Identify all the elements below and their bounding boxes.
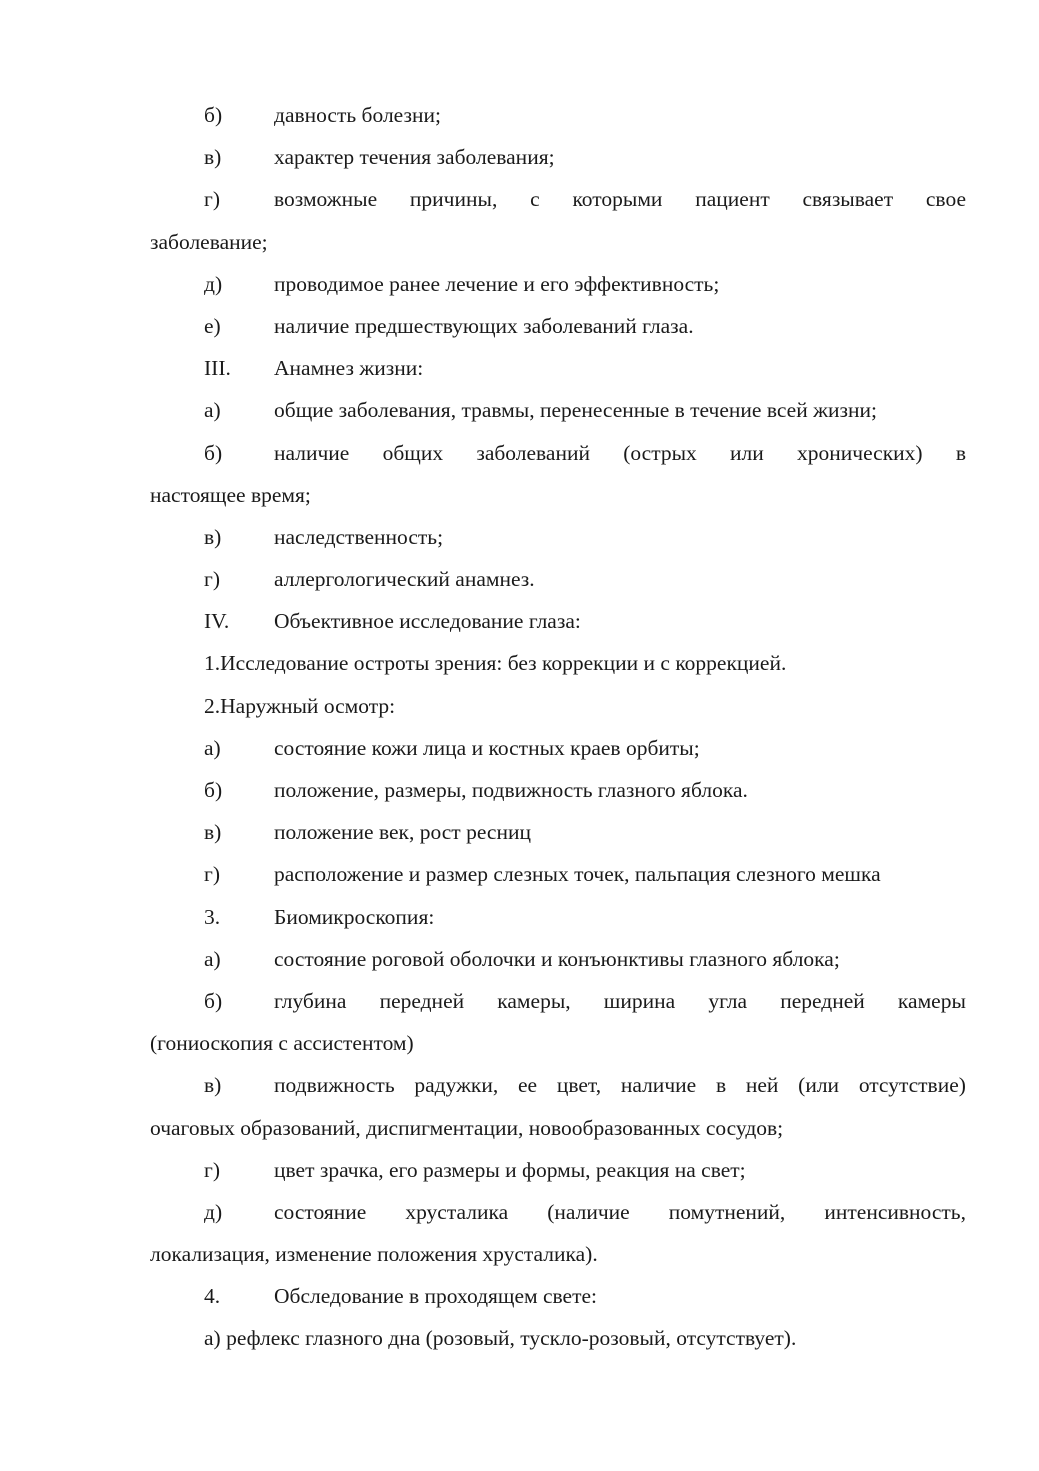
word: возможные xyxy=(274,187,378,212)
paragraph-line: а) рефлекс глазного дна (розовый, тускло-розовый, отсутствует). xyxy=(204,1326,797,1351)
list-item xyxy=(150,432,966,474)
list-item-text: цвет зрачка, его размеры и формы, реакция на свет; xyxy=(274,1157,746,1182)
list-marker: е) xyxy=(204,313,221,338)
word: (острых xyxy=(623,440,697,465)
word: камеры xyxy=(897,988,966,1013)
word: общих xyxy=(382,440,444,465)
section-title: Объективное исследование глаза: xyxy=(274,609,581,634)
word: связывает xyxy=(802,187,894,212)
list-item xyxy=(150,1191,966,1233)
section-title: Биомикроскопия: xyxy=(274,904,435,929)
section-title: Анамнез жизни: xyxy=(274,356,424,381)
word: (или xyxy=(798,1073,840,1098)
paragraph-line: 1.Исследование остроты зрения: без коррекции и с коррекцией. xyxy=(204,651,787,676)
list-item xyxy=(150,263,966,305)
list-item-text: наличие предшествующих заболеваний глаза. xyxy=(274,313,694,338)
list-item-text: общие заболевания, травмы, перенесенные в течение всей жизни; xyxy=(274,398,877,423)
list-marker: г) xyxy=(204,862,220,887)
word: цвет, xyxy=(556,1073,602,1098)
list-marker: в) xyxy=(204,524,222,549)
section-heading xyxy=(150,347,966,389)
word: ширина xyxy=(603,988,676,1013)
word: или xyxy=(730,440,764,465)
paragraph-line: 2.Наружный осмотр: xyxy=(204,693,396,718)
list-item xyxy=(150,558,966,600)
word: пациент xyxy=(695,187,770,212)
list-item xyxy=(150,1064,966,1106)
word: свое xyxy=(925,187,966,212)
continuation-line: настоящее время; xyxy=(150,482,311,507)
list-item xyxy=(150,938,966,980)
word: угла xyxy=(708,988,748,1013)
list-marker: г) xyxy=(204,567,220,592)
word: наличие xyxy=(620,1073,697,1098)
list-item xyxy=(150,1149,966,1191)
continuation-line: очаговых образований, диспигментации, новообразованных сосудов; xyxy=(150,1115,784,1140)
list-marker: д) xyxy=(204,1199,223,1224)
list-marker: а) xyxy=(204,946,221,971)
list-item xyxy=(150,178,966,220)
continuation-line: заболевание; xyxy=(150,229,268,254)
list-item-text: проводимое ранее лечение и его эффективность; xyxy=(274,271,720,296)
word: хрусталика xyxy=(405,1199,509,1224)
word: передней xyxy=(780,988,865,1013)
justified-text xyxy=(274,1191,966,1233)
list-marker: в) xyxy=(204,1073,222,1098)
word: причины, xyxy=(409,187,498,212)
list-marker: б) xyxy=(204,440,223,465)
section-number: III. xyxy=(204,356,231,381)
word: (наличие xyxy=(547,1199,630,1224)
word: с xyxy=(530,187,540,212)
justified-text xyxy=(274,1064,966,1106)
list-item xyxy=(150,811,966,853)
word: ней xyxy=(745,1073,779,1098)
list-marker: б) xyxy=(204,778,223,802)
word: наличие xyxy=(274,440,350,465)
list-marker: б) xyxy=(204,103,223,127)
word: заболеваний xyxy=(476,440,590,465)
list-item-text: положение век, рост ресниц xyxy=(274,820,531,845)
list-marker: б) xyxy=(204,988,223,1013)
list-item-text: давность болезни; xyxy=(274,103,441,127)
document-page xyxy=(150,94,966,1360)
section-heading xyxy=(150,1275,966,1317)
section-title: Обследование в проходящем свете: xyxy=(274,1284,598,1309)
list-marker: г) xyxy=(204,187,220,212)
list-marker: в) xyxy=(204,820,222,845)
word: состояние xyxy=(274,1199,367,1224)
list-item-text: состояние кожи лица и костных краев орбиты; xyxy=(274,735,700,760)
section-number: 3. xyxy=(204,904,221,929)
section-heading xyxy=(150,600,966,642)
list-item xyxy=(150,94,966,136)
word: радужки, xyxy=(414,1073,499,1098)
word: передней xyxy=(379,988,465,1013)
word: хронических) xyxy=(797,440,923,465)
word: в xyxy=(955,440,966,465)
list-item xyxy=(150,389,966,431)
list-marker: в) xyxy=(204,145,222,170)
word: подвижность xyxy=(274,1073,395,1098)
list-item xyxy=(150,727,966,769)
list-marker: г) xyxy=(204,1157,220,1182)
list-item xyxy=(150,136,966,178)
list-item xyxy=(150,769,966,811)
list-item-text: характер течения заболевания; xyxy=(274,145,555,170)
list-item-text: наследственность; xyxy=(274,524,444,549)
list-item-text: положение, размеры, подвижность глазного яблока. xyxy=(274,778,748,802)
list-marker: д) xyxy=(204,271,223,296)
list-marker: а) xyxy=(204,735,221,760)
word: глубина xyxy=(274,988,347,1013)
list-item-text: расположение и размер слезных точек, пальпация слезного мешка xyxy=(274,862,881,887)
list-item-text: аллергологический анамнез. xyxy=(274,567,535,592)
list-item-text: состояние роговой оболочки и конъюнктивы глазного яблока; xyxy=(274,946,840,971)
section-heading xyxy=(150,896,966,938)
justified-text xyxy=(274,432,966,474)
word: камеры, xyxy=(497,988,571,1013)
section-number: IV. xyxy=(204,609,230,634)
word: помутнений, xyxy=(668,1199,786,1224)
word: в xyxy=(715,1073,727,1098)
section-number: 4. xyxy=(204,1284,221,1309)
justified-text xyxy=(274,178,966,220)
continuation-line: (гониоскопия с ассистентом) xyxy=(150,1031,414,1056)
continuation-line: локализация, изменение положения хрусталика). xyxy=(150,1242,598,1267)
justified-text xyxy=(274,980,966,1022)
list-item xyxy=(150,853,966,895)
list-marker: а) xyxy=(204,398,221,423)
list-item xyxy=(150,516,966,558)
word: ее xyxy=(518,1073,538,1098)
word: интенсивность, xyxy=(824,1199,966,1224)
list-item xyxy=(150,980,966,1022)
word: отсутствие) xyxy=(858,1073,966,1098)
word: которыми xyxy=(572,187,663,212)
list-item xyxy=(150,305,966,347)
